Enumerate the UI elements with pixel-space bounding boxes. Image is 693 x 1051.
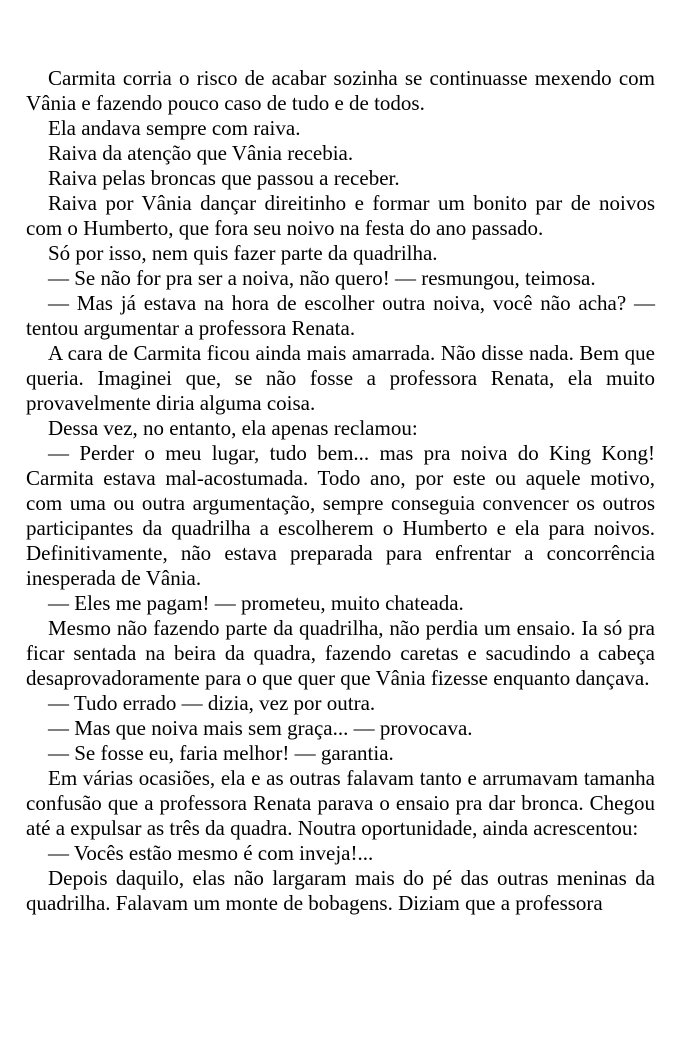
- paragraph: Carmita corria o risco de acabar sozinha se continuasse mexendo com Vânia e fazendo pouco caso de tudo e de todos.: [26, 66, 655, 115]
- paragraph-dialogue: — Tudo errado — dizia, vez por outra.: [48, 691, 376, 715]
- paragraph-dialogue: — Perder o meu lugar, tudo bem... mas pra noiva do King Kong! Carmita estava mal-acostumada. Todo ano, por este ou aquele motivo, com uma ou outra argumentação, sempre conseguia convencer os outros participantes da quadrilha a escolherem o Humberto e ela para noivos. Definitivamente, não estava preparada para enfrentar a concorrência inesperada de Vânia.: [26, 441, 655, 590]
- paragraph-dialogue: — Se fosse eu, faria melhor! — garantia.: [48, 741, 394, 765]
- paragraph: Mesmo não fazendo parte da quadrilha, não perdia um ensaio. Ia só pra ficar sentada na beira da quadra, fazendo caretas e sacudindo a cabeça desaprovadoramente para o que quer que Vânia fizesse enquanto dançava.: [26, 616, 655, 690]
- paragraph-dialogue: — Mas já estava na hora de escolher outra noiva, você não acha? — tentou argumentar a professora Renata.: [26, 291, 655, 340]
- paragraph-dialogue: — Se não for pra ser a noiva, não quero! — resmungou, teimosa.: [48, 266, 596, 290]
- paragraph: Raiva da atenção que Vânia recebia.: [48, 141, 354, 165]
- paragraph: Em várias ocasiões, ela e as outras falavam tanto e arrumavam tamanha confusão que a professora Renata parava o ensaio pra dar bronca. Chegou até a expulsar as três da quadra. Noutra oportunidade, ainda acrescentou:: [26, 766, 655, 840]
- paragraph: Só por isso, nem quis fazer parte da quadrilha.: [48, 241, 438, 265]
- paragraph: Dessa vez, no entanto, ela apenas reclamou:: [48, 416, 418, 440]
- paragraph: Depois daquilo, elas não largaram mais do pé das outras meninas da quadrilha. Falavam um monte de bobagens. Diziam que a professora: [26, 866, 655, 915]
- paragraph-dialogue: — Eles me pagam! — prometeu, muito chateada.: [48, 591, 464, 615]
- paragraph: Raiva por Vânia dançar direitinho e formar um bonito par de noivos com o Humberto, que fora seu noivo na festa do ano passado.: [26, 191, 655, 240]
- paragraph: Raiva pelas broncas que passou a receber.: [48, 166, 400, 190]
- paragraph-dialogue: — Mas que noiva mais sem graça... — provocava.: [48, 716, 473, 740]
- paragraph-dialogue: — Vocês estão mesmo é com inveja!...: [48, 841, 374, 865]
- paragraph: Ela andava sempre com raiva.: [48, 116, 301, 140]
- paragraph: A cara de Carmita ficou ainda mais amarrada. Não disse nada. Bem que queria. Imaginei que, se não fosse a professora Renata, ela muito provavelmente diria alguma coisa.: [26, 341, 655, 415]
